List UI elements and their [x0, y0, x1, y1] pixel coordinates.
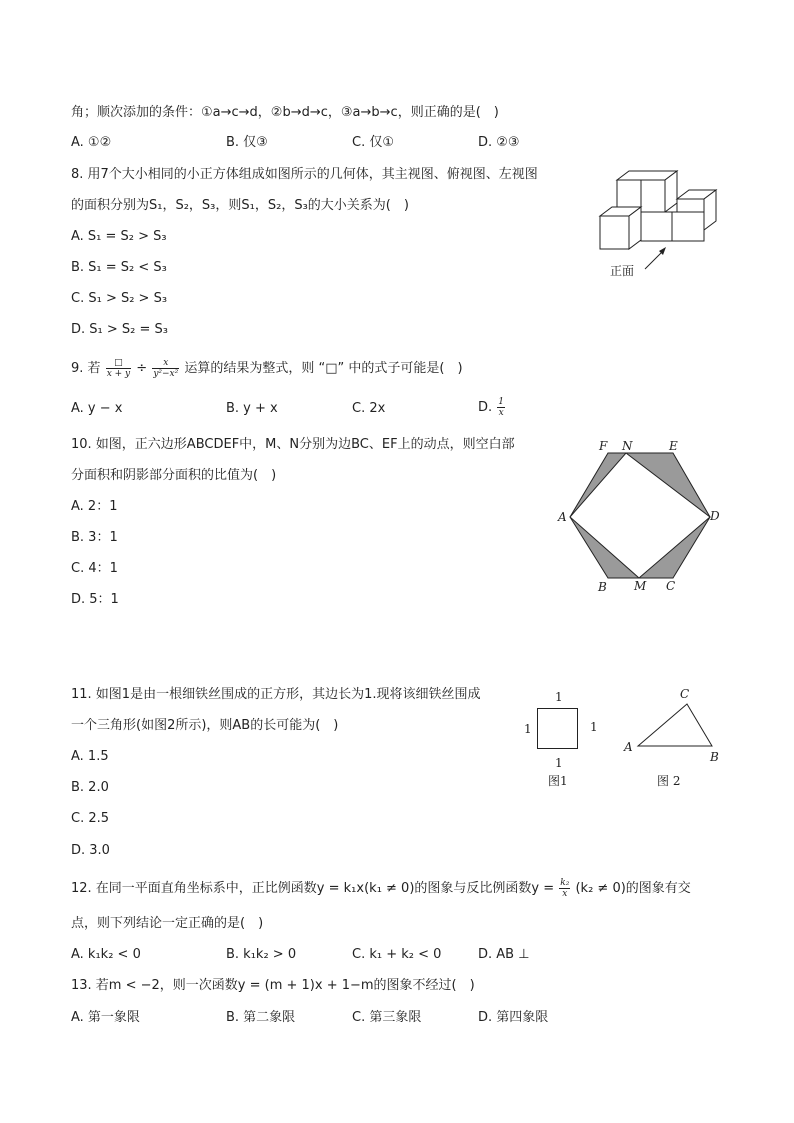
q12-frac-den: x — [562, 889, 568, 899]
q12-fraction — [559, 878, 570, 899]
q11-triangle-figure — [630, 700, 720, 752]
q9-suffix: 运算的结果为整式，则 “□” 中的式子可能是( ) — [184, 361, 463, 376]
q11-fig2-label-a: A — [624, 740, 633, 754]
q9-fraction-1 — [106, 358, 131, 379]
arrow-icon — [640, 244, 670, 274]
q9-op: ÷ — [136, 361, 148, 376]
q13-option-d: D. 第四象限 — [478, 1010, 549, 1025]
q12-option-c: C. k₁ + k₂ < 0 — [352, 947, 442, 962]
q10-label-n: N — [622, 439, 633, 453]
q9-stem — [71, 358, 463, 379]
q11-option-a: A. 1.5 — [71, 749, 109, 764]
q10-label-d: D — [710, 509, 720, 523]
q10-stem-line1: 10. 如图，正六边形ABCDEF中，M、N分别为边BC、EF上的动点，则空白部 — [71, 437, 515, 452]
q11-stem-line2: 一个三角形(如图2所示)，则AB的长可能为( ) — [71, 718, 339, 733]
q13-option-c: C. 第三象限 — [352, 1010, 422, 1025]
q11-fig1-right-side: 1 — [590, 720, 598, 734]
q9-option-d-fraction — [497, 397, 505, 418]
q12-stem-line2: 点，则下列结论一定正确的是( ) — [71, 916, 264, 931]
q11-square-figure — [537, 708, 579, 750]
q9-option-d-den: x — [498, 408, 504, 418]
q7-option-b: B. 仅③ — [226, 135, 268, 150]
q11-option-c: C. 2.5 — [71, 811, 110, 826]
q11-fig1-top-side: 1 — [555, 690, 563, 704]
q11-option-d: D. 3.0 — [71, 843, 110, 858]
q7-option-a: A. ①② — [71, 135, 112, 150]
q9-option-d-num: 1 — [498, 397, 505, 407]
q9-frac1-num: □ — [106, 358, 131, 369]
q11-fig1-left-side: 1 — [524, 722, 532, 736]
q9-frac2-den: y²−x² — [153, 369, 179, 379]
q10-label-a: A — [558, 510, 567, 524]
q9-fraction-2 — [152, 358, 179, 379]
q10-label-e: E — [669, 439, 678, 453]
q10-option-c: C. 4：1 — [71, 561, 118, 576]
q13-option-a: A. 第一象限 — [71, 1010, 140, 1025]
q12-frac-num: k₂ — [560, 878, 570, 888]
q8-option-c: C. S₁ > S₂ > S₃ — [71, 291, 168, 306]
q10-option-d: D. 5：1 — [71, 592, 119, 607]
q9-frac2-num: x — [152, 358, 179, 369]
q10-option-b: B. 3：1 — [71, 530, 118, 545]
q11-fig2-label-c: C — [680, 687, 690, 701]
q8-stem-line2: 的面积分别为S₁，S₂，S₃，则S₁，S₂，S₃的大小关系为( ) — [71, 198, 409, 213]
q11-fig2-caption: 图 2 — [657, 774, 681, 788]
q12-stem-line1 — [71, 878, 691, 899]
q10-option-a: A. 2：1 — [71, 499, 118, 514]
q12-stem-part2: (k₂ ≠ 0)的图象有交 — [575, 881, 691, 896]
q11-fig1-caption: 图1 — [548, 774, 568, 788]
q8-option-a: A. S₁ = S₂ > S₃ — [71, 229, 167, 244]
q7-stem: 角；顺次添加的条件：①a→c→d，②b→d→c，③a→b→c，则正确的是( ) — [71, 105, 499, 120]
q10-label-b: B — [598, 580, 607, 594]
q9-option-d-prefix: D. — [478, 400, 493, 415]
q13-stem: 13. 若m < −2，则一次函数y = (m + 1)x + 1−m的图象不经过( ) — [71, 978, 475, 993]
q7-option-c: C. 仅① — [352, 135, 394, 150]
q12-stem-part1: 12. 在同一平面直角坐标系中，正比例函数y = k₁x(k₁ ≠ 0)的图象与反比例函数y = — [71, 881, 555, 896]
q12-option-d: D. AB ⊥ — [478, 947, 530, 962]
q12-option-b: B. k₁k₂ > 0 — [226, 947, 297, 962]
q8-front-label: 正面 — [610, 264, 635, 278]
q10-stem-line2: 分面积和阴影部分面积的比值为( ) — [71, 468, 277, 483]
q11-fig1-bottom-side: 1 — [555, 756, 563, 770]
q11-fig2-label-b: B — [710, 750, 719, 764]
q10-label-f: F — [599, 439, 608, 453]
q8-stem-line1: 8. 用7个大小相同的小正方体组成如图所示的几何体，其主视图、俯视图、左视图 — [71, 167, 538, 182]
q13-option-b: B. 第二象限 — [226, 1010, 296, 1025]
q9-prefix: 9. 若 — [71, 361, 101, 376]
q9-option-a: A. y − x — [71, 401, 123, 416]
q10-label-m: M — [634, 579, 647, 593]
q11-stem-line1: 11. 如图1是由一根细铁丝围成的正方形，其边长为1.现将该细铁丝围成 — [71, 687, 481, 702]
q8-option-b: B. S₁ = S₂ < S₃ — [71, 260, 167, 275]
q9-option-c: C. 2x — [352, 401, 386, 416]
q9-frac1-den: x + y — [106, 369, 131, 379]
q7-option-d: D. ②③ — [478, 135, 520, 150]
q8-option-d: D. S₁ > S₂ = S₃ — [71, 322, 168, 337]
q12-option-a: A. k₁k₂ < 0 — [71, 947, 141, 962]
q10-label-c: C — [666, 579, 676, 593]
q9-option-d — [478, 397, 506, 418]
q9-option-b: B. y + x — [226, 401, 278, 416]
q11-option-b: B. 2.0 — [71, 780, 109, 795]
q10-hexagon-figure — [560, 440, 720, 590]
